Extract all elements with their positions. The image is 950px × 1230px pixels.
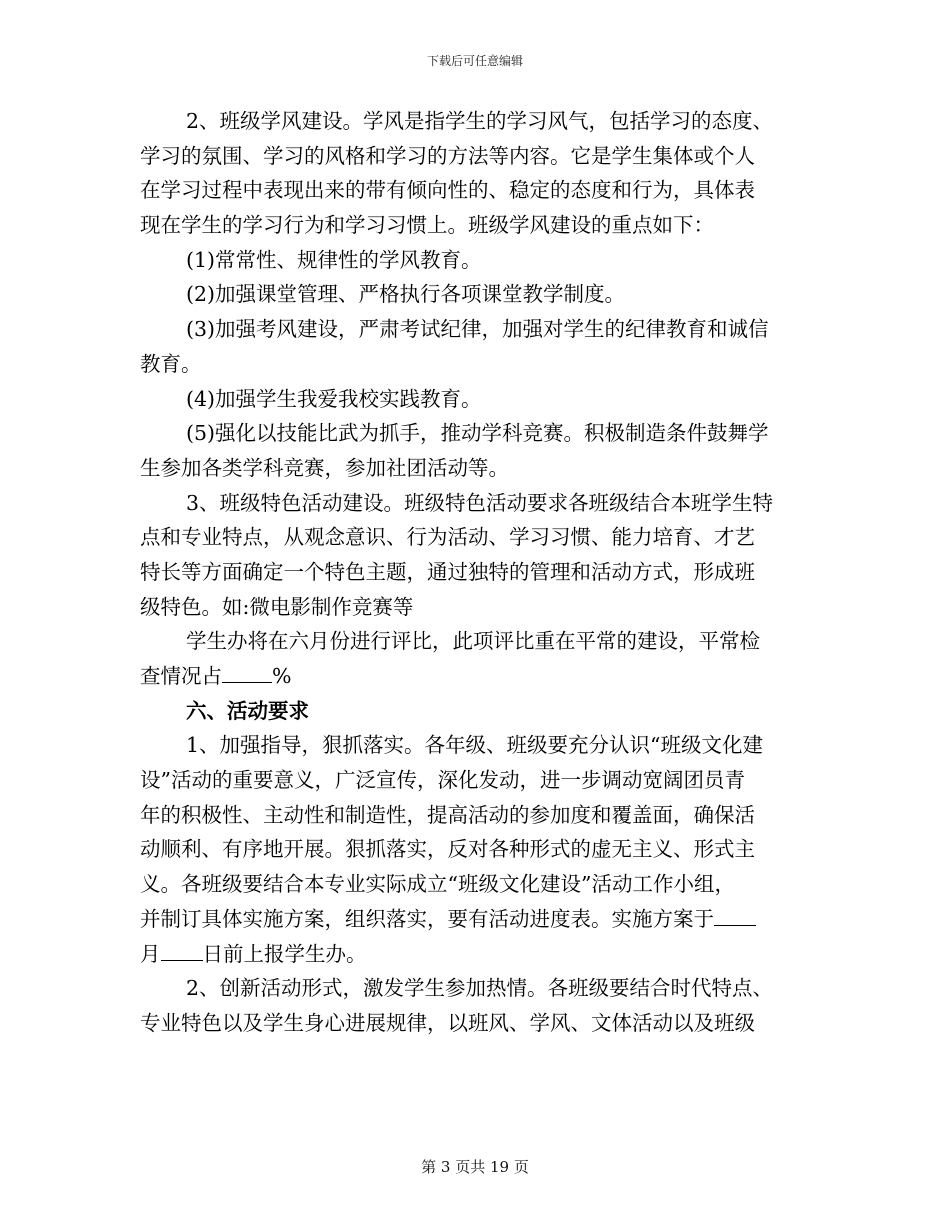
list-item-continuation: 生参加各类学科竞赛，参加社团活动等。 <box>140 455 509 480</box>
paragraph-line: 2、班级学风建设。学风是指学生的学习风气，包括学习的态度、 <box>186 109 774 133</box>
paragraph-line: 动顺利、有序地开展。狠抓落实，反对各种形式的虚无主义、形式主 <box>140 837 755 862</box>
text-segment: 日前上报学生办。 <box>202 941 367 966</box>
text-segment: % <box>272 664 292 688</box>
text-segment: 并制订具体实施方案，组织落实，要有活动进度表。实施方案于 <box>140 906 714 931</box>
list-item: (4)加强学生我爱我校实践教育。 <box>186 386 482 411</box>
paragraph-line: 专业特色以及学生身心进展规律，以班风、学风、文体活动以及班级 <box>140 1010 755 1035</box>
paragraph-line-with-blank <box>140 902 802 937</box>
list-item: (1)常常性、规律性的学风教育。 <box>186 247 482 272</box>
paragraph-line: 设”活动的重要意义，广泛宣传，深化发动，进一步调动宽阔团员青 <box>140 768 745 793</box>
list-item: (3)加强考风建设，严肃考试纪律，加强对学生的纪律教育和诚信 <box>186 317 769 342</box>
fill-in-blank <box>222 660 272 683</box>
list-item-continuation: 教育。 <box>140 351 202 376</box>
paragraph-line: 3、班级特色活动建设。班级特色活动要求各班级结合本班学生特 <box>186 490 774 515</box>
paragraph-line-with-blank <box>140 659 802 694</box>
paragraph-line: 在学习过程中表现出来的带有倾向性的、稳定的态度和行为，具体表 <box>140 178 755 203</box>
paragraph-line: 学生办将在六月份进行评比，此项评比重在平常的建设，平常检 <box>186 629 760 654</box>
paragraph-line-with-blank <box>140 937 802 972</box>
section-heading: 六、活动要求 <box>186 698 309 723</box>
document-body <box>140 104 802 1041</box>
paragraph-line: 2、创新活动形式，激发学生参加热情。各班级要结合时代特点、 <box>186 976 774 1001</box>
list-item: (2)加强课堂管理、严格执行各项课堂教学制度。 <box>186 282 626 307</box>
list-item: (5)强化以技能比武为抓手，推动学科竞赛。积极制造条件鼓舞学 <box>186 421 769 446</box>
paragraph-line: 特长等方面确定一个特色主题，通过独特的管理和活动方式，形成班 <box>140 559 755 584</box>
paragraph-line: 学习的氛围、学习的风格和学习的方法等内容。它是学生集体或个人 <box>140 143 755 168</box>
page-number-footer: 第 3 页共 19 页 <box>421 1158 529 1176</box>
paragraph-line: 1、加强指导，狠抓落实。各年级、班级要充分认识“班级文化建 <box>186 733 764 758</box>
fill-in-blank <box>161 938 203 961</box>
paragraph-line: 级特色。如:微电影制作竞赛等 <box>140 594 414 619</box>
fill-in-blank <box>714 903 756 926</box>
paragraph-line: 现在学生的学习行为和学习习惯上。班级学风建设的重点如下： <box>140 213 714 238</box>
text-segment: 查情况占 <box>140 664 222 688</box>
paragraph-line: 年的积极性、主动性和制造性，提高活动的参加度和覆盖面，确保活 <box>140 802 755 827</box>
paragraph-line: 义。各班级要结合本专业实际成立“班级文化建设”活动工作小组， <box>140 872 735 897</box>
paragraph-line: 点和专业特点，从观念意识、行为活动、学习习惯、能力培育、才艺 <box>140 525 755 550</box>
page-header: 下载后可任意编辑 <box>426 54 523 68</box>
text-segment: 月 <box>140 941 161 966</box>
